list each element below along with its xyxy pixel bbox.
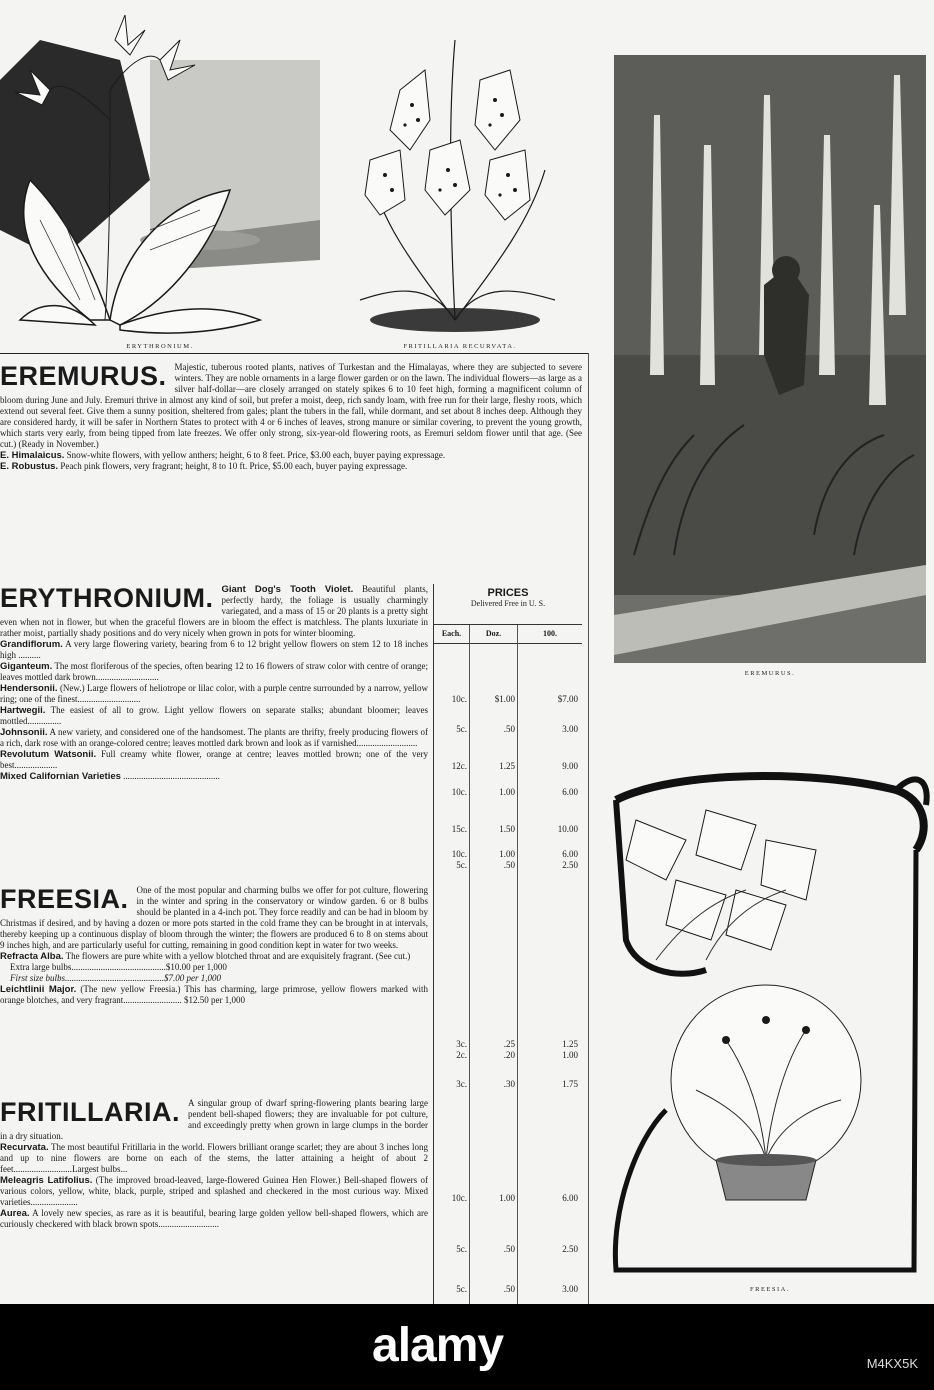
price-doz: .50 — [503, 1244, 515, 1254]
price-hundred: 2.50 — [562, 860, 578, 870]
erythronium-item: Revolutum Watsonii. Full creamy white flower, orange at centre; leaves mottled brown; one of the very best................... — [0, 749, 428, 770]
freesia-size: First size bulbs............................................$7.00 per 1,000 — [10, 973, 222, 983]
price-hundred: $7.00 — [557, 694, 578, 704]
erythronium-caption: ERYTHRONIUM. — [126, 343, 194, 350]
prices-col-each: Each. — [434, 625, 469, 644]
price-each: 5c. — [456, 860, 467, 870]
eremurus-caption: EREMURUS. — [744, 670, 796, 677]
erythronium-item: Giganteum. The most floriferous of the species, often bearing 12 to 16 flowers of straw color with centre of orange; leaves mottled dark brown............................ — [0, 661, 428, 682]
price-doz: $1.00 — [494, 694, 515, 704]
price-doz: 1.00 — [499, 849, 515, 859]
fritillaria-item: Recurvata. The most beautiful Fritillaria in the world. Flowers brilliant orange scarlet; they are about 3 inches long and up to nine flowers are borne on each of the stems, the latter attaining a height of about 2 feet..........................Largest bulbs... — [0, 1142, 429, 1174]
price-doz: 1.25 — [499, 761, 515, 771]
price-each: 10c. — [451, 1193, 467, 1203]
price-hundred: 1.25 — [562, 1039, 578, 1049]
price-doz: .50 — [503, 724, 515, 734]
fritillaria-heading: FRITILLARIA. — [0, 1097, 180, 1127]
fritillaria-section — [0, 1098, 428, 1230]
fritillaria-intro: A singular group of dwarf spring-flowering plants bearing large pendent bell-shaped flowers; they are invaluable for pot culture, and exceedingly pretty when grown in large clumps in the border in a dry situation. — [0, 1098, 428, 1141]
watermark-code: M4KX5K — [866, 1356, 918, 1371]
price-hundred: 3.00 — [562, 1284, 578, 1294]
erythronium-intro: Beautiful plants, perfectly hardy, the foliage is usually charmingly variegated, and a mass of 15 or 20 plants is a pretty sight even when not in flower, but when the graceful flowers are in bloom the effect is matchless. The plants luxuriate in rather moist, partially shady positions and do very nicely when grown in pots for winter blooming. — [0, 584, 428, 638]
freesia-size: Extra large bulbs..........................................$10.00 per 1,000 — [10, 962, 227, 972]
freesia-intro: One of the most popular and charming bulbs we offer for pot culture, flowering in the winter and spring in the conservatory or window garden. 6 or 8 bulbs should be planted in a 4-inch pot. They force readily and can be had in bloom by Christmas if desired, and by having a dozen or more pots started in the cold frame they can be brought in at intervals, thereby keeping up a continuous display of bloom through the winter; the flowers are produced 6 to 8 on stems about 9 inches high, and are particularly useful for cutting, remaining in good condition kept in water for two weeks. — [0, 885, 428, 950]
prices-table — [433, 584, 582, 1304]
prices-header — [434, 584, 582, 625]
eremurus-section — [0, 362, 582, 472]
erythronium-item: Mixed Californian Varieties ........................................... — [0, 771, 220, 782]
erythronium-illustration — [0, 0, 322, 340]
price-doz: .30 — [503, 1079, 515, 1089]
freesia-section — [0, 885, 428, 1006]
eremurus-item: E. Robustus. Peach pink flowers, very fragrant; height, 8 to 10 ft. Price, $5.00 each, buyer paying expressage. — [0, 461, 408, 472]
watermark-brand: alamy — [372, 1319, 504, 1372]
erythronium-subhead: Giant Dog's Tooth Violet. — [221, 584, 354, 595]
price-each: 2c. — [456, 1050, 467, 1060]
prices-title: PRICES — [487, 587, 529, 599]
watermark-bar — [0, 1304, 934, 1390]
price-doz: 1.00 — [499, 787, 515, 797]
price-each: 10c. — [451, 787, 467, 797]
price-hundred: 1.75 — [562, 1079, 578, 1089]
eremurus-intro: Majestic, tuberous rooted plants, natives of Turkestan and the Himalayas, where they are subjected to severe winters. They are noble ornaments in a large flower garden or on the lawn. The individual flowers—as large as a silver half-dollar—are closely arranged on stately spikes 6 to 10 feet high, forming a magnificent column of bloom during June and July. Eremuri thrive in almost any kind of soil, but prefer a moist, deep, rich sandy loam, with free run for their large, fleshy roots, which extend out several feet. Give them a sunny position, sheltered from gales; plant the tubers in the fall, while dormant, and set about 8 inches deep. Although they are considered hardy, it will be safer in Northern States to protect with 4 or 6 inches of leaves, strong manure or similar covering, to prevent the young growth, which starts very early, from being tipped from late freezes. We offer only strong, six-year-old flowering roots, as Eremuri seldom flower until that age. (See cut.) (Ready in November.) — [0, 362, 582, 449]
freesia-caption: FREESIA. — [750, 1286, 790, 1293]
price-hundred: 1.00 — [562, 1050, 578, 1060]
freesia-leichtlinii: Leichtlinii Major. (The new yellow Freesia.) This has charming, large primrose, yellow flowers marked with orange blotches, and very fragrant.......................... $12.50 per 1,000 — [0, 984, 429, 1005]
erythronium-section — [0, 584, 428, 782]
price-doz: 1.00 — [499, 1193, 515, 1203]
price-each: 10c. — [451, 849, 467, 859]
price-hundred: 9.00 — [562, 761, 578, 771]
freesia-refracta: Refracta Alba. The flowers are pure white with a yellow blotched throat and are exquisitely fragrant. (See cut.) — [0, 951, 411, 962]
fritillaria-item: Meleagris Latifolius. (The improved broad-leaved, large-flowered Guinea Hen Flower.) Bell-shaped flowers of various colors, yellow, white, black, purple, striped and splashed and checkered in the most curious way. Mixed varieties..................... — [0, 1175, 429, 1207]
eremurus-item: E. Himalaicus. Snow-white flowers, with yellow anthers; height, 6 to 8 feet. Price, $3.00 each, buyer paying expressage. — [0, 450, 446, 461]
erythronium-item: Grandiflorum. A very large flowering variety, bearing from 6 to 12 bright yellow flowers on stem 12 to 18 inches high .......... — [0, 639, 428, 660]
prices-subtitle: Delivered Free in U. S. — [470, 599, 546, 608]
erythronium-item: Hartwegii. The easiest of all to grow. Light yellow flowers on separate stalks; abundant bloomer; leaves mottled............... — [0, 705, 428, 726]
price-hundred: 6.00 — [562, 1193, 578, 1203]
price-each: 3c. — [456, 1079, 467, 1089]
price-each: 5c. — [456, 1284, 467, 1294]
eremurus-photo — [614, 55, 926, 663]
price-hundred: 6.00 — [562, 849, 578, 859]
freesia-illustration — [596, 760, 930, 1300]
erythronium-item: Hendersonii. (New.) Large flowers of heliotrope or lilac color, with a purple centre surrounded by a narrow, yellow ring; one of the finest............................ — [0, 683, 428, 704]
prices-col-hundred: 100. — [518, 625, 582, 644]
freesia-heading: FREESIA. — [0, 884, 129, 914]
prices-col-doz: Doz. — [470, 625, 517, 644]
price-doz: 1.50 — [499, 824, 515, 834]
section-rule — [0, 353, 588, 354]
price-hundred: 2.50 — [562, 1244, 578, 1254]
fritillaria-caption: FRITILLARIA RECURVATA. — [403, 343, 517, 350]
price-each: 5c. — [456, 724, 467, 734]
price-each: 12c. — [451, 761, 467, 771]
price-doz: .20 — [503, 1050, 515, 1060]
fritillaria-item: Aurea. A lovely new species, as rare as it is beautiful, bearing large golden yellow bell-shaped flowers, which are curiously checkered with black brown spots........................... — [0, 1208, 428, 1229]
fritillaria-illustration — [330, 0, 580, 340]
price-doz: .50 — [503, 1284, 515, 1294]
erythronium-item: Johnsonii. A new variety, and considered one of the handsomest. The plants are thrifty, freely producing flowers of a rich, dark rose with an orange-colored centre; leaves mottled dark brown and look as if varnished........................... — [0, 727, 428, 748]
price-doz: .50 — [503, 860, 515, 870]
price-hundred: 3.00 — [562, 724, 578, 734]
column-rule — [588, 353, 589, 1304]
price-doz: .25 — [503, 1039, 515, 1049]
eremurus-heading: EREMURUS. — [0, 361, 167, 391]
price-each: 15c. — [451, 824, 467, 834]
price-hundred: 6.00 — [562, 787, 578, 797]
price-each: 3c. — [456, 1039, 467, 1049]
price-hundred: 10.00 — [557, 824, 578, 834]
price-each: 10c. — [451, 694, 467, 704]
erythronium-heading: ERYTHRONIUM. — [0, 583, 214, 613]
price-each: 5c. — [456, 1244, 467, 1254]
